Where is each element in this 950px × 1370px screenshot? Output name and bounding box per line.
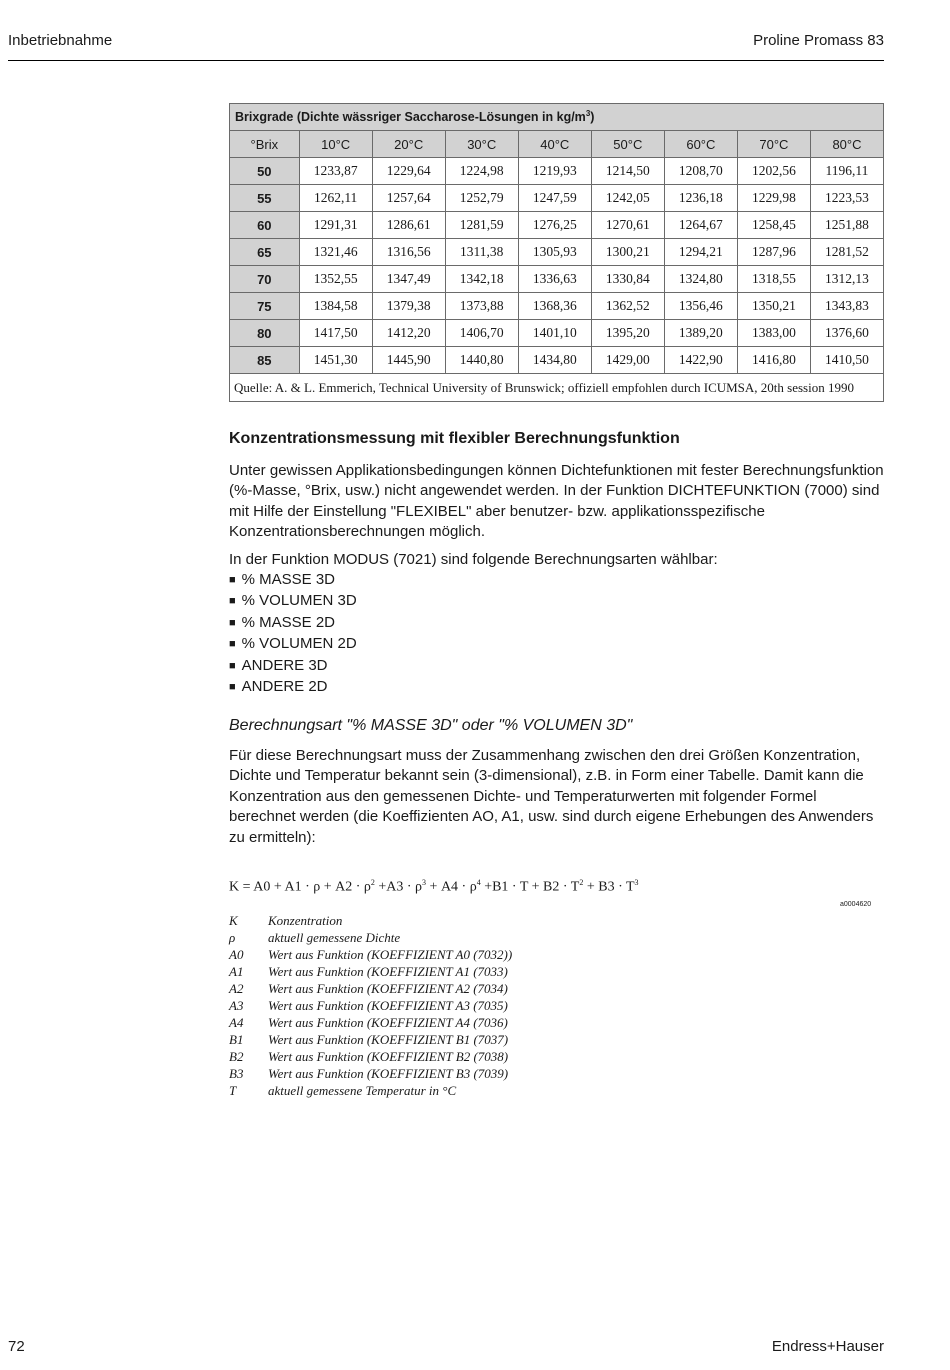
mode-item: ■ % MASSE 3D: [229, 570, 357, 591]
table-cell: 1262,11: [299, 185, 372, 212]
legend-row: [229, 981, 512, 998]
legend-row: [229, 913, 512, 930]
table-cell: 1236,18: [664, 185, 737, 212]
legend-symbol: A0: [229, 947, 244, 962]
legend-description: Wert aus Funktion (KOEFFIZIENT B3 (7039): [268, 1066, 509, 1081]
table-cell: 1342,18: [445, 266, 518, 293]
table-header-row: [230, 131, 884, 158]
brix-table: [229, 103, 884, 402]
table-cell: 1305,93: [518, 239, 591, 266]
table-cell: 1242,05: [591, 185, 664, 212]
table-row: [230, 293, 884, 320]
legend-description: Wert aus Funktion (KOEFFIZIENT A4 (7036): [268, 1015, 508, 1030]
legend-row: [229, 947, 512, 964]
figure-id: a0004620: [840, 901, 872, 908]
table-cell: 1291,31: [299, 212, 372, 239]
legend-row: [229, 1066, 512, 1083]
row-header-cell: 65: [230, 239, 300, 266]
table-row: [230, 266, 884, 293]
table-cell: 1356,46: [664, 293, 737, 320]
table-cell: 1224,98: [445, 158, 518, 185]
legend-symbol: ρ: [229, 930, 236, 945]
page-number: 72: [8, 1338, 25, 1355]
table-cell: 1451,30: [299, 347, 372, 374]
table-cell: 1445,90: [372, 347, 445, 374]
table-row: [230, 212, 884, 239]
table-cell: 1258,45: [737, 212, 810, 239]
table-source: Quelle: A. & L. Emmerich, Technical University of Brunswick; offiziell empfohlen durch ICUMSA, 20th session 1990: [230, 374, 884, 402]
row-header-cell: 60: [230, 212, 300, 239]
table-cell: 1324,80: [664, 266, 737, 293]
table-cell: 1376,60: [810, 320, 883, 347]
subheading: Berechnungsart "% MASSE 3D" oder "% VOLUMEN 3D": [229, 717, 633, 734]
row-header-cell: 50: [230, 158, 300, 185]
table-cell: 1233,87: [299, 158, 372, 185]
legend-symbol: B1: [229, 1032, 244, 1047]
table-cell: 1294,21: [664, 239, 737, 266]
table-row: [230, 320, 884, 347]
row-header-cell: 85: [230, 347, 300, 374]
legend-row: [229, 1049, 512, 1066]
legend-description: Wert aus Funktion (KOEFFIZIENT A0 (7032)): [268, 947, 513, 962]
table-cell: 1352,55: [299, 266, 372, 293]
table-cell: 1395,20: [591, 320, 664, 347]
mode-item: ■ ANDERE 2D: [229, 677, 357, 698]
table-cell: 1384,58: [299, 293, 372, 320]
legend-description: aktuell gemessene Dichte: [268, 930, 401, 945]
legend-row: [229, 998, 512, 1015]
legend-description: Wert aus Funktion (KOEFFIZIENT B1 (7037): [268, 1032, 509, 1047]
table-cell: 1252,79: [445, 185, 518, 212]
table-source-row: [230, 374, 884, 402]
column-header: 40°C: [518, 131, 591, 158]
row-header-cell: 80: [230, 320, 300, 347]
table-cell: 1416,80: [737, 347, 810, 374]
table-cell: 1316,56: [372, 239, 445, 266]
mode-item: ■ ANDERE 3D: [229, 656, 357, 677]
table-row: [230, 158, 884, 185]
legend-symbol: B3: [229, 1066, 244, 1081]
column-header: °Brix: [230, 131, 300, 158]
table-cell: 1202,56: [737, 158, 810, 185]
table-cell: 1251,88: [810, 212, 883, 239]
legend-description: Konzentration: [268, 913, 343, 928]
legend-symbol: A2: [229, 981, 244, 996]
table-cell: 1247,59: [518, 185, 591, 212]
table-cell: 1219,93: [518, 158, 591, 185]
table-cell: 1287,96: [737, 239, 810, 266]
legend-symbol: K: [229, 913, 238, 928]
section-heading: Konzentrationsmessung mit flexibler Berechnungsfunktion: [229, 430, 680, 447]
table-cell: 1406,70: [445, 320, 518, 347]
legend-symbol: A3: [229, 998, 244, 1013]
legend-description: aktuell gemessene Temperatur in °C: [268, 1083, 457, 1098]
page-header: [8, 32, 884, 61]
table-cell: 1300,21: [591, 239, 664, 266]
table-cell: 1312,13: [810, 266, 883, 293]
legend-symbol: A4: [229, 1015, 244, 1030]
paragraph-modes-intro: In der Funktion MODUS (7021) sind folgende Berechnungsarten wählbar:: [229, 551, 718, 568]
table-cell: 1336,63: [518, 266, 591, 293]
table-row: [230, 185, 884, 212]
mode-item: ■ % MASSE 2D: [229, 613, 357, 634]
table-cell: 1257,64: [372, 185, 445, 212]
table-row: [230, 347, 884, 374]
modes-list: [229, 570, 357, 698]
legend-description: Wert aus Funktion (KOEFFIZIENT A2 (7034): [268, 981, 508, 996]
row-header-cell: 55: [230, 185, 300, 212]
row-header-cell: 75: [230, 293, 300, 320]
header-product: Proline Promass 83: [753, 32, 884, 49]
column-header: 70°C: [737, 131, 810, 158]
legend-row: [229, 1015, 512, 1032]
column-header: 80°C: [810, 131, 883, 158]
table-cell: 1383,00: [737, 320, 810, 347]
table-cell: 1440,80: [445, 347, 518, 374]
column-header: 20°C: [372, 131, 445, 158]
header-chapter: Inbetriebnahme: [8, 32, 113, 49]
table-cell: 1373,88: [445, 293, 518, 320]
legend-symbol: B2: [229, 1049, 244, 1064]
table-cell: 1330,84: [591, 266, 664, 293]
mode-item: ■ % VOLUMEN 2D: [229, 634, 357, 655]
table-cell: 1264,67: [664, 212, 737, 239]
table-row: [230, 239, 884, 266]
table-cell: 1229,64: [372, 158, 445, 185]
table-cell: 1417,50: [299, 320, 372, 347]
table-title: Brixgrade (Dichte wässriger Saccharose-Lösungen in $kg/m^3$): [230, 104, 884, 131]
table-cell: 1281,59: [445, 212, 518, 239]
table-cell: 1434,80: [518, 347, 591, 374]
table-cell: 1196,11: [810, 158, 883, 185]
legend-row: [229, 930, 512, 947]
legend-description: Wert aus Funktion (KOEFFIZIENT B2 (7038): [268, 1049, 509, 1064]
table-title-row: [230, 104, 884, 131]
table-cell: 1229,98: [737, 185, 810, 212]
legend-row: [229, 964, 512, 981]
table-cell: 1214,50: [591, 158, 664, 185]
table-cell: 1208,70: [664, 158, 737, 185]
table-cell: 1347,49: [372, 266, 445, 293]
mode-item: ■ % VOLUMEN 3D: [229, 591, 357, 612]
legend-row: [229, 1083, 512, 1100]
table-cell: 1343,83: [810, 293, 883, 320]
table-body: [230, 158, 884, 374]
formula-legend: [229, 913, 512, 1100]
table-cell: 1368,36: [518, 293, 591, 320]
legend-description: Wert aus Funktion (KOEFFIZIENT A1 (7033): [268, 964, 508, 979]
column-header: 30°C: [445, 131, 518, 158]
table-cell: 1401,10: [518, 320, 591, 347]
legend-row: [229, 1032, 512, 1049]
table-cell: 1270,61: [591, 212, 664, 239]
table-cell: 1223,53: [810, 185, 883, 212]
table-cell: 1362,52: [591, 293, 664, 320]
column-header: 10°C: [299, 131, 372, 158]
table-cell: 1286,61: [372, 212, 445, 239]
concentration-formula: $K = A0 + A1 \cdot \rho + A2 \cdot \rho^2 +A3 \cdot \rho^3 + A4 \cdot \rho^4 +B1 \cdot T + B2 \cdot T^2 + B3 \cdot T^3$: [229, 878, 639, 895]
paragraph-calculation: Für diese Berechnungsart muss der Zusammenhang zwischen den drei Größen Konzentration, Dichte und Temperatur bekannt sein (3-dimensional), z.B. in Form einer Tabelle. Damit kann die Konzentration aus den gemessenen Dichte- und Temperaturwerten mit folgender Formel berechnet werden (die Koeffizienten AO, A1, usw. sind durch eigene Erhebungen des Anwenders zu ermitteln):: [229, 747, 874, 846]
legend-description: Wert aus Funktion (KOEFFIZIENT A3 (7035): [268, 998, 508, 1013]
table-cell: 1412,20: [372, 320, 445, 347]
table-cell: 1379,38: [372, 293, 445, 320]
table-cell: 1281,52: [810, 239, 883, 266]
table-cell: 1276,25: [518, 212, 591, 239]
table-cell: 1318,55: [737, 266, 810, 293]
row-header-cell: 70: [230, 266, 300, 293]
table-cell: 1429,00: [591, 347, 664, 374]
legend-symbol: A1: [229, 964, 244, 979]
paragraph-intro: Unter gewissen Applikationsbedingungen können Dichtefunktionen mit fester Berechnungsfunktion (%-Masse, °Brix, usw.) nicht angewendet werden. In der Funktion DICHTEFUNKTION (7000) sind mit Hilfe der Einstellung "FLEXIBEL" aber benutzer- bzw. applikationsspezifische Konzentrationsberechnungen möglich.: [229, 462, 884, 541]
legend-symbol: T: [229, 1083, 237, 1098]
table-cell: 1350,21: [737, 293, 810, 320]
table-cell: 1410,50: [810, 347, 883, 374]
table-cell: 1321,46: [299, 239, 372, 266]
table-cell: 1311,38: [445, 239, 518, 266]
column-header: 60°C: [664, 131, 737, 158]
column-header: 50°C: [591, 131, 664, 158]
brand-name: Endress+Hauser: [771, 1338, 884, 1355]
table-cell: 1422,90: [664, 347, 737, 374]
table-cell: 1389,20: [664, 320, 737, 347]
